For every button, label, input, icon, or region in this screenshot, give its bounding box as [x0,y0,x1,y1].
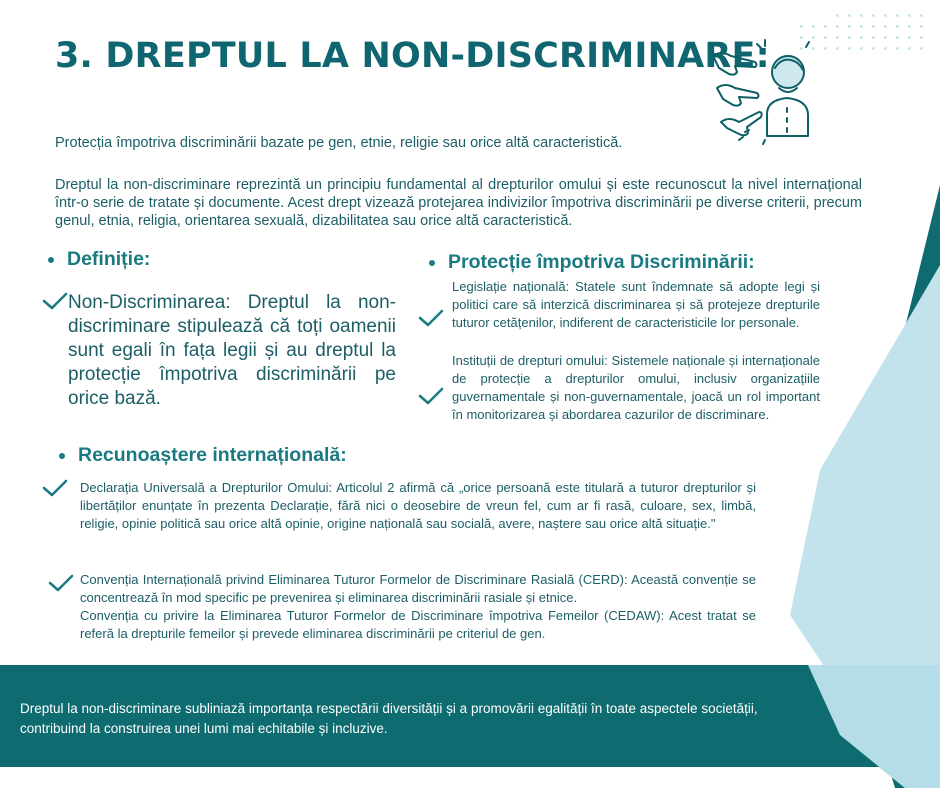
grid-dot [908,36,911,39]
grid-dot [908,47,911,50]
grid-dot [860,47,863,50]
grid-dot [872,14,875,17]
grid-dot [848,25,851,28]
protectie-heading [429,251,755,274]
grid-dot [896,14,899,17]
grid-dot [860,36,863,39]
check-icon [48,573,74,593]
footer-text: Dreptul la non-discriminare subliniază importanța respectării diversității și a promovării egalității în toate aspectele societății, contribuind la construirea unei lumi mai echitabile și incluzive. [20,701,758,736]
grid-dot [896,36,899,39]
definitie-text: Non-Discriminarea: Dreptul la non-discriminare stipulează că toți oamenii sunt egali în fața legii și au dreptul la protecție împotriva discriminării pe orice bază. [68,292,396,409]
grid-dot [884,25,887,28]
grid-dot [872,36,875,39]
grid-dot [908,14,911,17]
grid-dot [872,25,875,28]
grid-dot [896,25,899,28]
bullet-dot [59,453,65,459]
check-icon [418,386,444,406]
intro-paragraph: Dreptul la non-discriminare reprezintă un principiu fundamental al drepturilor omului și este recunoscut la nivel internațional într-o serie de tratate și documente. Acest drept vizează protejarea indivizilor împotriva discriminării pe diverse criterii, precum genul, etnia, religia, orientarea sexuală, dizabilitatea sau orice altă caracteristică. [55,177,862,229]
grid-dot [824,25,827,28]
grid-dot [836,25,839,28]
subtitle: Protecția împotriva discriminării bazate pe gen, etnie, religie sau orice altă caracteristică. [55,135,623,151]
check-icon [42,478,68,498]
footer-corner-shape [800,665,940,788]
grid-dot [848,14,851,17]
grid-dot [920,25,923,28]
grid-dot [884,14,887,17]
grid-dot [848,47,851,50]
protectie-item-institutii: Instituții de drepturi omului: Sistemele naționale și internaționale de protecție a drepturilor omului, inclusiv organizațiile guvernamentale și non-guvernamentale, joacă un rol important în monitorizarea și abordarea cazurilor de discriminare. [452,353,820,422]
grid-dot [920,36,923,39]
protectie-heading-label: Protecție împotriva Discriminării: [448,251,755,273]
protectie-item-legislatie: Legislație națională: Statele sunt îndemnate să adopte legi și politici care să interzică discriminarea și să protejeze drepturile tuturor cetățenilor, indiferent de caracteristicile lor personale. [452,279,820,330]
recunoastere-item-cerd: Convenția Internațională privind Eliminarea Tuturor Formelor de Discriminare Rasială (CERD): Această convenție se concentrează în mod specific pe prevenirea și eliminarea discriminării rasiale și etnice. [80,572,756,605]
grid-dot [836,47,839,50]
definitie-heading [48,248,150,271]
recunoastere-item-cedaw: Convenția cu privire la Eliminarea Tuturor Formelor de Discriminare împotriva Femeilor (CEDAW): Acest tratat se referă la drepturile femeilor și prevede eliminarea discriminării pe criteriul de gen. [80,608,756,641]
grid-dot [860,25,863,28]
grid-dot [836,14,839,17]
grid-dot [872,47,875,50]
bullet-dot [429,260,435,266]
grid-dot [848,36,851,39]
check-icon [418,308,444,328]
grid-dot [884,47,887,50]
grid-dot [920,47,923,50]
grid-dot [896,47,899,50]
grid-dot [800,25,803,28]
recunoastere-heading-label: Recunoaștere internațională: [78,444,347,466]
grid-dot [920,14,923,17]
recunoastere-heading [59,444,347,467]
grid-dot [884,36,887,39]
bullet-dot [48,257,54,263]
grid-dot [908,25,911,28]
page-title: 3. DREPTUL LA NON-DISCRIMINARE: [55,36,770,76]
recunoastere-item-dudo: Declarația Universală a Drepturilor Omului: Articolul 2 afirmă că „orice persoană este titulară a tuturor drepturilor și libertăților enunțate în prezenta Declarație, fără nici o deosebire de vreun fel, cum ar fi rasă, culoare, sex, limbă, religie, opinie politică sau orice altă opinie, origine națională sau socială, avere, naștere sau orice altă situație." [80,480,756,531]
grid-dot [836,36,839,39]
grid-dot [860,14,863,17]
grid-dot [812,25,815,28]
check-icon [42,291,68,311]
definitie-heading-label: Definiție: [67,248,151,270]
